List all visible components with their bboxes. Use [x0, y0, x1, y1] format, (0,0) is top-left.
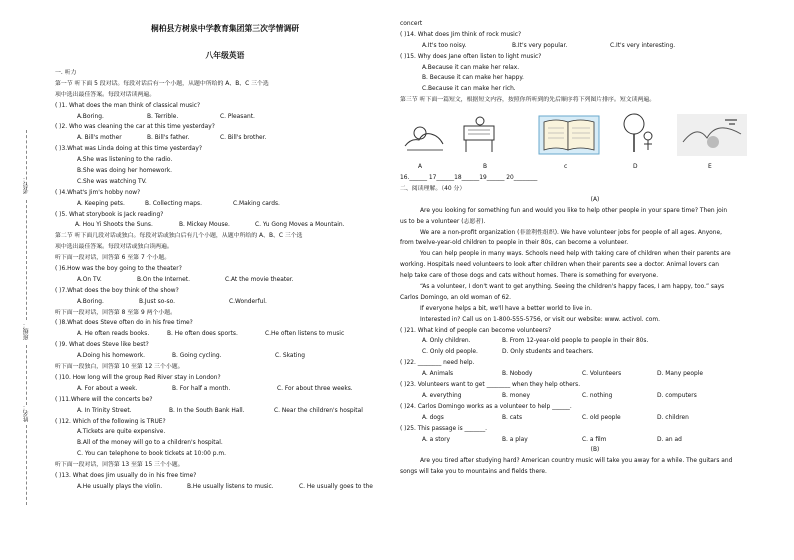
left-column — [55, 0, 395, 493]
options-7 — [55, 297, 395, 308]
passage-text: Are you tired after studying hard? American country music will take you away for a while. The guitars and — [420, 458, 733, 465]
option: A.She was listening to the radio. — [77, 157, 173, 164]
option: A. Hou Yi Shoots the Suns. — [75, 222, 153, 229]
option: A.Tickets are quite expensive. — [77, 429, 166, 436]
question-2: ( )2. Who was cleaning the car at this time yesterday? — [55, 124, 215, 131]
option: C.She was watching TV. — [77, 178, 147, 185]
option: B. Because it can make her happy. — [422, 75, 524, 82]
question-6: ( )6.How was the boy going to the theater? — [55, 266, 182, 273]
option: B.She was doing her homework. — [77, 168, 173, 175]
tree-boy-image — [618, 112, 660, 156]
option: B.All of the money will go to a children's hospital. — [77, 440, 223, 447]
answer-blanks: 16.______ 17______18______19______ 20________ — [400, 175, 538, 182]
option: C.Making cards. — [233, 200, 280, 207]
option: B. He often does sports. — [167, 331, 238, 338]
question-21: ( )21. What kind of people can become volunteers? — [400, 327, 552, 334]
passage-text: help take care of those dogs and cats without homes. There is something for everyone. — [400, 273, 659, 280]
instruction: 项中选出最佳答案。每段对话读两遍。 — [55, 91, 156, 98]
picture-letter: E — [708, 164, 712, 171]
option: A.Boring. — [77, 113, 104, 120]
option: B. Terrible. — [147, 113, 179, 120]
question-7: ( )7.What does the boy think of the show? — [55, 287, 179, 294]
dashed-line — [26, 425, 27, 505]
question-5: ( )5. What storybook is Jack reading? — [55, 211, 164, 218]
option: A. For about a week. — [77, 385, 138, 392]
piano-image — [458, 112, 500, 156]
open-book-image — [538, 112, 600, 156]
question-10: ( )10. How long will the group Red River stay in London? — [55, 374, 221, 381]
option: D. Only students and teachers. — [502, 349, 594, 356]
question-23: ( )23. Volunteers want to get ________ when they help others. — [400, 382, 581, 389]
option: B. Collecting maps. — [145, 200, 202, 207]
question-22: ( )22. ________ need help. — [400, 360, 475, 367]
instruction: 第一节 听下面 5 段对话。每段对话后有一个小题，从题中所给的 A、B、C 三个选 — [55, 80, 269, 87]
options-1 — [55, 112, 395, 123]
options-9 — [55, 351, 395, 362]
option: C. old people — [582, 414, 621, 421]
question-11: ( )11.Where will the concerts be? — [55, 396, 153, 403]
option: A.Doing his homework. — [77, 353, 146, 360]
question-1: ( )1. What does the man think of classical music? — [55, 102, 201, 109]
options-14 — [400, 41, 790, 52]
options-24 — [400, 413, 790, 424]
option: C.Because it can make her rich. — [422, 86, 516, 93]
option: B. Nobody — [502, 371, 533, 378]
option: B. From 12-year-old people to people in their 80s. — [502, 338, 649, 345]
options-8 — [55, 329, 395, 340]
passage-text: Are you looking for something fun and would you like to help other people in your spare time? Then join — [420, 207, 728, 214]
option: B.He usually listens to music. — [187, 483, 274, 490]
binding-margin — [0, 0, 52, 560]
option: A.Because it can make her relax. — [422, 64, 520, 71]
instruction: 项中选出最佳答案。每段对话或独白读两遍。 — [55, 244, 173, 251]
exam-no-label: 考号： — [23, 176, 30, 194]
picture-letters — [400, 162, 790, 173]
passage-text: songs will take you to mountains and fields there. — [400, 469, 547, 476]
passage-text: If everyone helps a bit, we'll have a better world to live in. — [420, 305, 593, 312]
question-4: ( )4.What's Jim's hobby now? — [55, 189, 141, 196]
exam-title: 桐柏县方树泉中学教育集团第三次学情调研 — [150, 24, 300, 33]
instruction: 第三节 听下面一篇短文，根据短文内容，按照你所听到的先后顺序将下列图片排序。短文读两遍。 — [400, 97, 656, 104]
dialogue-instruction: 听下面一段对话，回答第 6 至第 7 个小题。 — [55, 255, 171, 262]
class-label: 班级： — [23, 322, 30, 340]
dialogue-instruction: 听下面一段对话，回答第 8 至第 9 两个小题。 — [55, 309, 177, 316]
option: C. Bill's brother. — [220, 135, 267, 142]
passage-text: working. Hospitals need volunteers to look after children when their parents see a doctor. Animal lovers can — [400, 262, 719, 269]
option: C. Pleasant. — [220, 113, 255, 120]
option: D. computers — [657, 392, 697, 399]
option: C. Yu Gong Moves a Mountain. — [255, 222, 345, 229]
option: C. Near the children's hospital — [274, 407, 363, 414]
name-label: 姓名： — [23, 404, 30, 422]
section-heading: 一. 听力 — [55, 70, 77, 76]
right-column — [400, 0, 790, 478]
passage-label: (B) — [590, 447, 600, 454]
option: C.He often listens to music — [265, 331, 345, 338]
monologue-instruction: 听下面一段独白，回答第 10 至第 12 三个小题。 — [55, 364, 184, 371]
option: A.On TV. — [77, 276, 102, 283]
exam-subtitle: 八年级英语 — [205, 51, 245, 60]
option: D. Many people — [657, 371, 704, 378]
passage-text: We are a non-profit organization (非盈利性组织). We have volunteer jobs for people of all ages. Anyone, — [420, 229, 723, 236]
options-4 — [55, 199, 395, 210]
option: A. Keeping pets. — [77, 200, 125, 207]
options-21b — [400, 347, 790, 358]
option: A. Only children. — [422, 338, 471, 345]
passage-text: from twelve-year-old children to people in their 80s, can become a volunteer. — [400, 240, 629, 247]
dashed-line — [26, 200, 27, 320]
picture-letter: B — [483, 164, 488, 171]
options-6 — [55, 275, 395, 286]
passage-text: Interested in? Call us on 1-800-555-5756, or visit our website: www. activol. com. — [420, 316, 660, 323]
continued-text: concert — [400, 21, 423, 27]
passage-label: (A) — [590, 196, 600, 203]
passage-text: You can help people in many ways. Schools need help with taking care of children when their parents are — [420, 251, 731, 258]
passage-text: “As a volunteer, I don't want to get anything. Seeing the children's happy faces, I am happy, too.” says — [420, 284, 725, 291]
option: A. everything — [422, 392, 462, 399]
options-13 — [55, 482, 395, 493]
option: B. Going cycling. — [172, 353, 222, 360]
question-12: ( )12. Which of the following is TRUE? — [55, 418, 166, 425]
option: C. Skating — [275, 353, 305, 360]
chinese-painting-image — [677, 112, 747, 156]
option: C.Wonderful. — [229, 298, 267, 305]
option: A. Bill's mother — [77, 135, 122, 142]
options-25 — [400, 435, 790, 446]
option: B. money — [502, 392, 530, 399]
option: A. Animals — [422, 371, 454, 378]
question-13: ( )13. What does Jim usually do in his free time? — [55, 472, 197, 479]
question-24: ( )24. Carlos Domingo works as a volunteer to help ______. — [400, 403, 572, 410]
option: C. For about three weeks. — [277, 385, 353, 392]
question-9: ( )9. What does Steve like best? — [55, 342, 149, 349]
passage-text: Carlos Domingo, an old woman of 62. — [400, 294, 512, 301]
option: C. a film — [582, 436, 607, 443]
option: D. an ad — [657, 436, 682, 443]
option: A.It's too noisy. — [422, 42, 467, 49]
option: A.Boring. — [77, 298, 104, 305]
option: B. a play — [502, 436, 528, 443]
sleeping-person-image — [403, 112, 445, 156]
section-heading: 二、阅读理解。（40 分） — [400, 186, 466, 193]
option: C. Volunteers — [582, 371, 622, 378]
option: B.On the Internet. — [137, 276, 190, 283]
options-23 — [400, 391, 790, 402]
options-10 — [55, 384, 395, 395]
passage-text: us to be a volunteer (志愿者). — [400, 218, 486, 225]
option: B. Bill's father. — [147, 135, 190, 142]
dashed-line — [26, 345, 27, 405]
option: A.He usually plays the violin. — [77, 483, 163, 490]
option: B. cats — [502, 414, 523, 421]
picture-letter: D — [633, 164, 638, 171]
question-8: ( )8.What does Steve often do in his free time? — [55, 320, 193, 327]
question-15: ( )15. Why does Jane often listen to light music? — [400, 53, 542, 60]
option: B. Mickey Mouse. — [179, 222, 230, 229]
option: B. For half a month. — [172, 385, 231, 392]
option: C. nothing — [582, 392, 613, 399]
dialogue-instruction: 听下面一段对话，回答第 13 至第 15 三个小题。 — [55, 462, 184, 469]
option: C.At the movie theater. — [225, 276, 294, 283]
option: A. He often reads books. — [77, 331, 150, 338]
option: D. children — [657, 414, 689, 421]
options-2 — [55, 133, 395, 144]
options-5 — [55, 220, 395, 231]
option: C. He usually goes to the — [299, 483, 373, 490]
picture-letter: A — [418, 164, 423, 171]
option: A. In Trinity Street. — [77, 407, 132, 414]
question-14: ( )14. What does Jim think of rock music? — [400, 31, 522, 38]
option: A. dogs — [422, 414, 444, 421]
option: B.It's very popular. — [512, 42, 568, 49]
options-22 — [400, 369, 790, 380]
option: C.It's very interesting. — [610, 42, 676, 49]
instruction: 第二节 听下面几段对话或独白。每段对话或独白后有几个小题，从题中所给的 A、B、C 三个选 — [55, 233, 303, 240]
option: C. You can telephone to book tickets at 10:00 p.m. — [77, 451, 226, 458]
question-3: ( )3.What was Linda doing at this time yesterday? — [55, 146, 202, 153]
options-21 — [400, 336, 790, 347]
option: B.Just so-so. — [139, 298, 175, 305]
options-11 — [55, 406, 395, 417]
question-25: ( )25. This passage is _______. — [400, 425, 488, 432]
option: B. In the South Bank Hall. — [169, 407, 245, 414]
option: C. Only old people. — [422, 349, 478, 356]
picture-strip — [400, 106, 790, 162]
picture-letter: c — [564, 164, 568, 171]
option: A. a story — [422, 436, 451, 443]
